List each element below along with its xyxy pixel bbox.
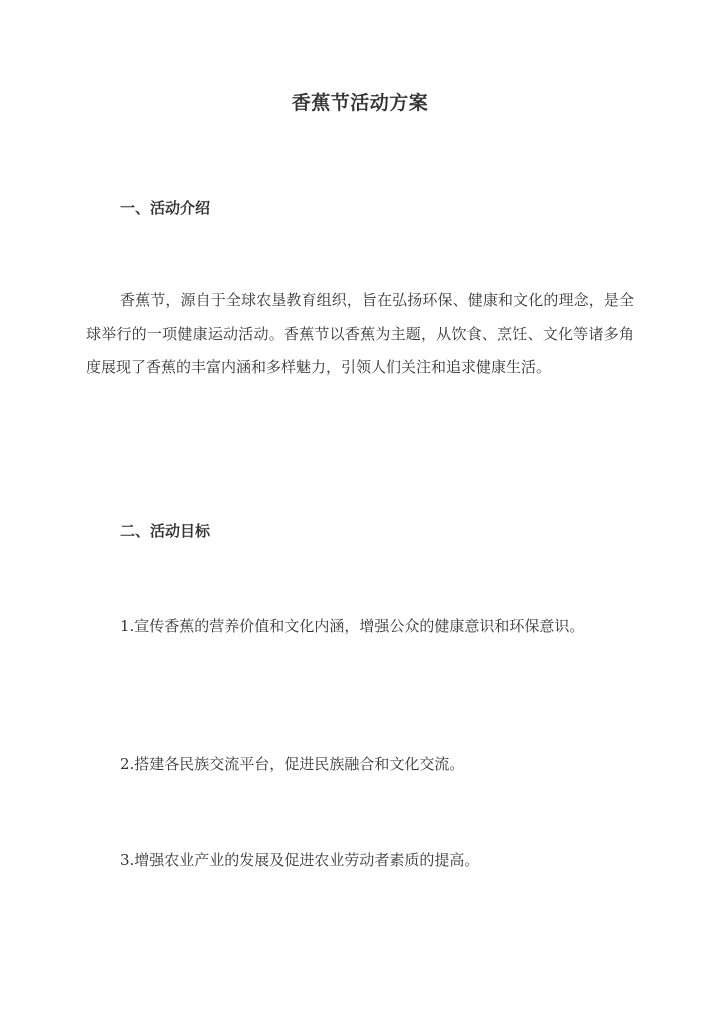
- objective-item-1: 1.宣传香蕉的营养价值和文化内涵，增强公众的健康意识和环保意识。: [120, 617, 585, 635]
- section-heading-introduction: 一、活动介绍: [120, 199, 211, 217]
- introduction-paragraph: 香蕉节，源自于全球农垦教育组织，旨在弘扬环保、健康和文化的理念，是全球举行的一项健康运动活动。香蕉节以香蕉为主题，从饮食、烹饪、文化等诸多角度展现了香蕉的丰富内涵和多样魅力，引领人们关注和追求健康生活。: [86, 291, 634, 376]
- objective-item-2: 2.搭建各民族交流平台，促进民族融合和文化交流。: [120, 755, 465, 773]
- document-title: 香蕉节活动方案: [291, 92, 429, 114]
- section-heading-objectives: 二、活动目标: [120, 522, 211, 540]
- objective-item-3: 3.增强农业产业的发展及促进农业劳动者素质的提高。: [120, 851, 480, 869]
